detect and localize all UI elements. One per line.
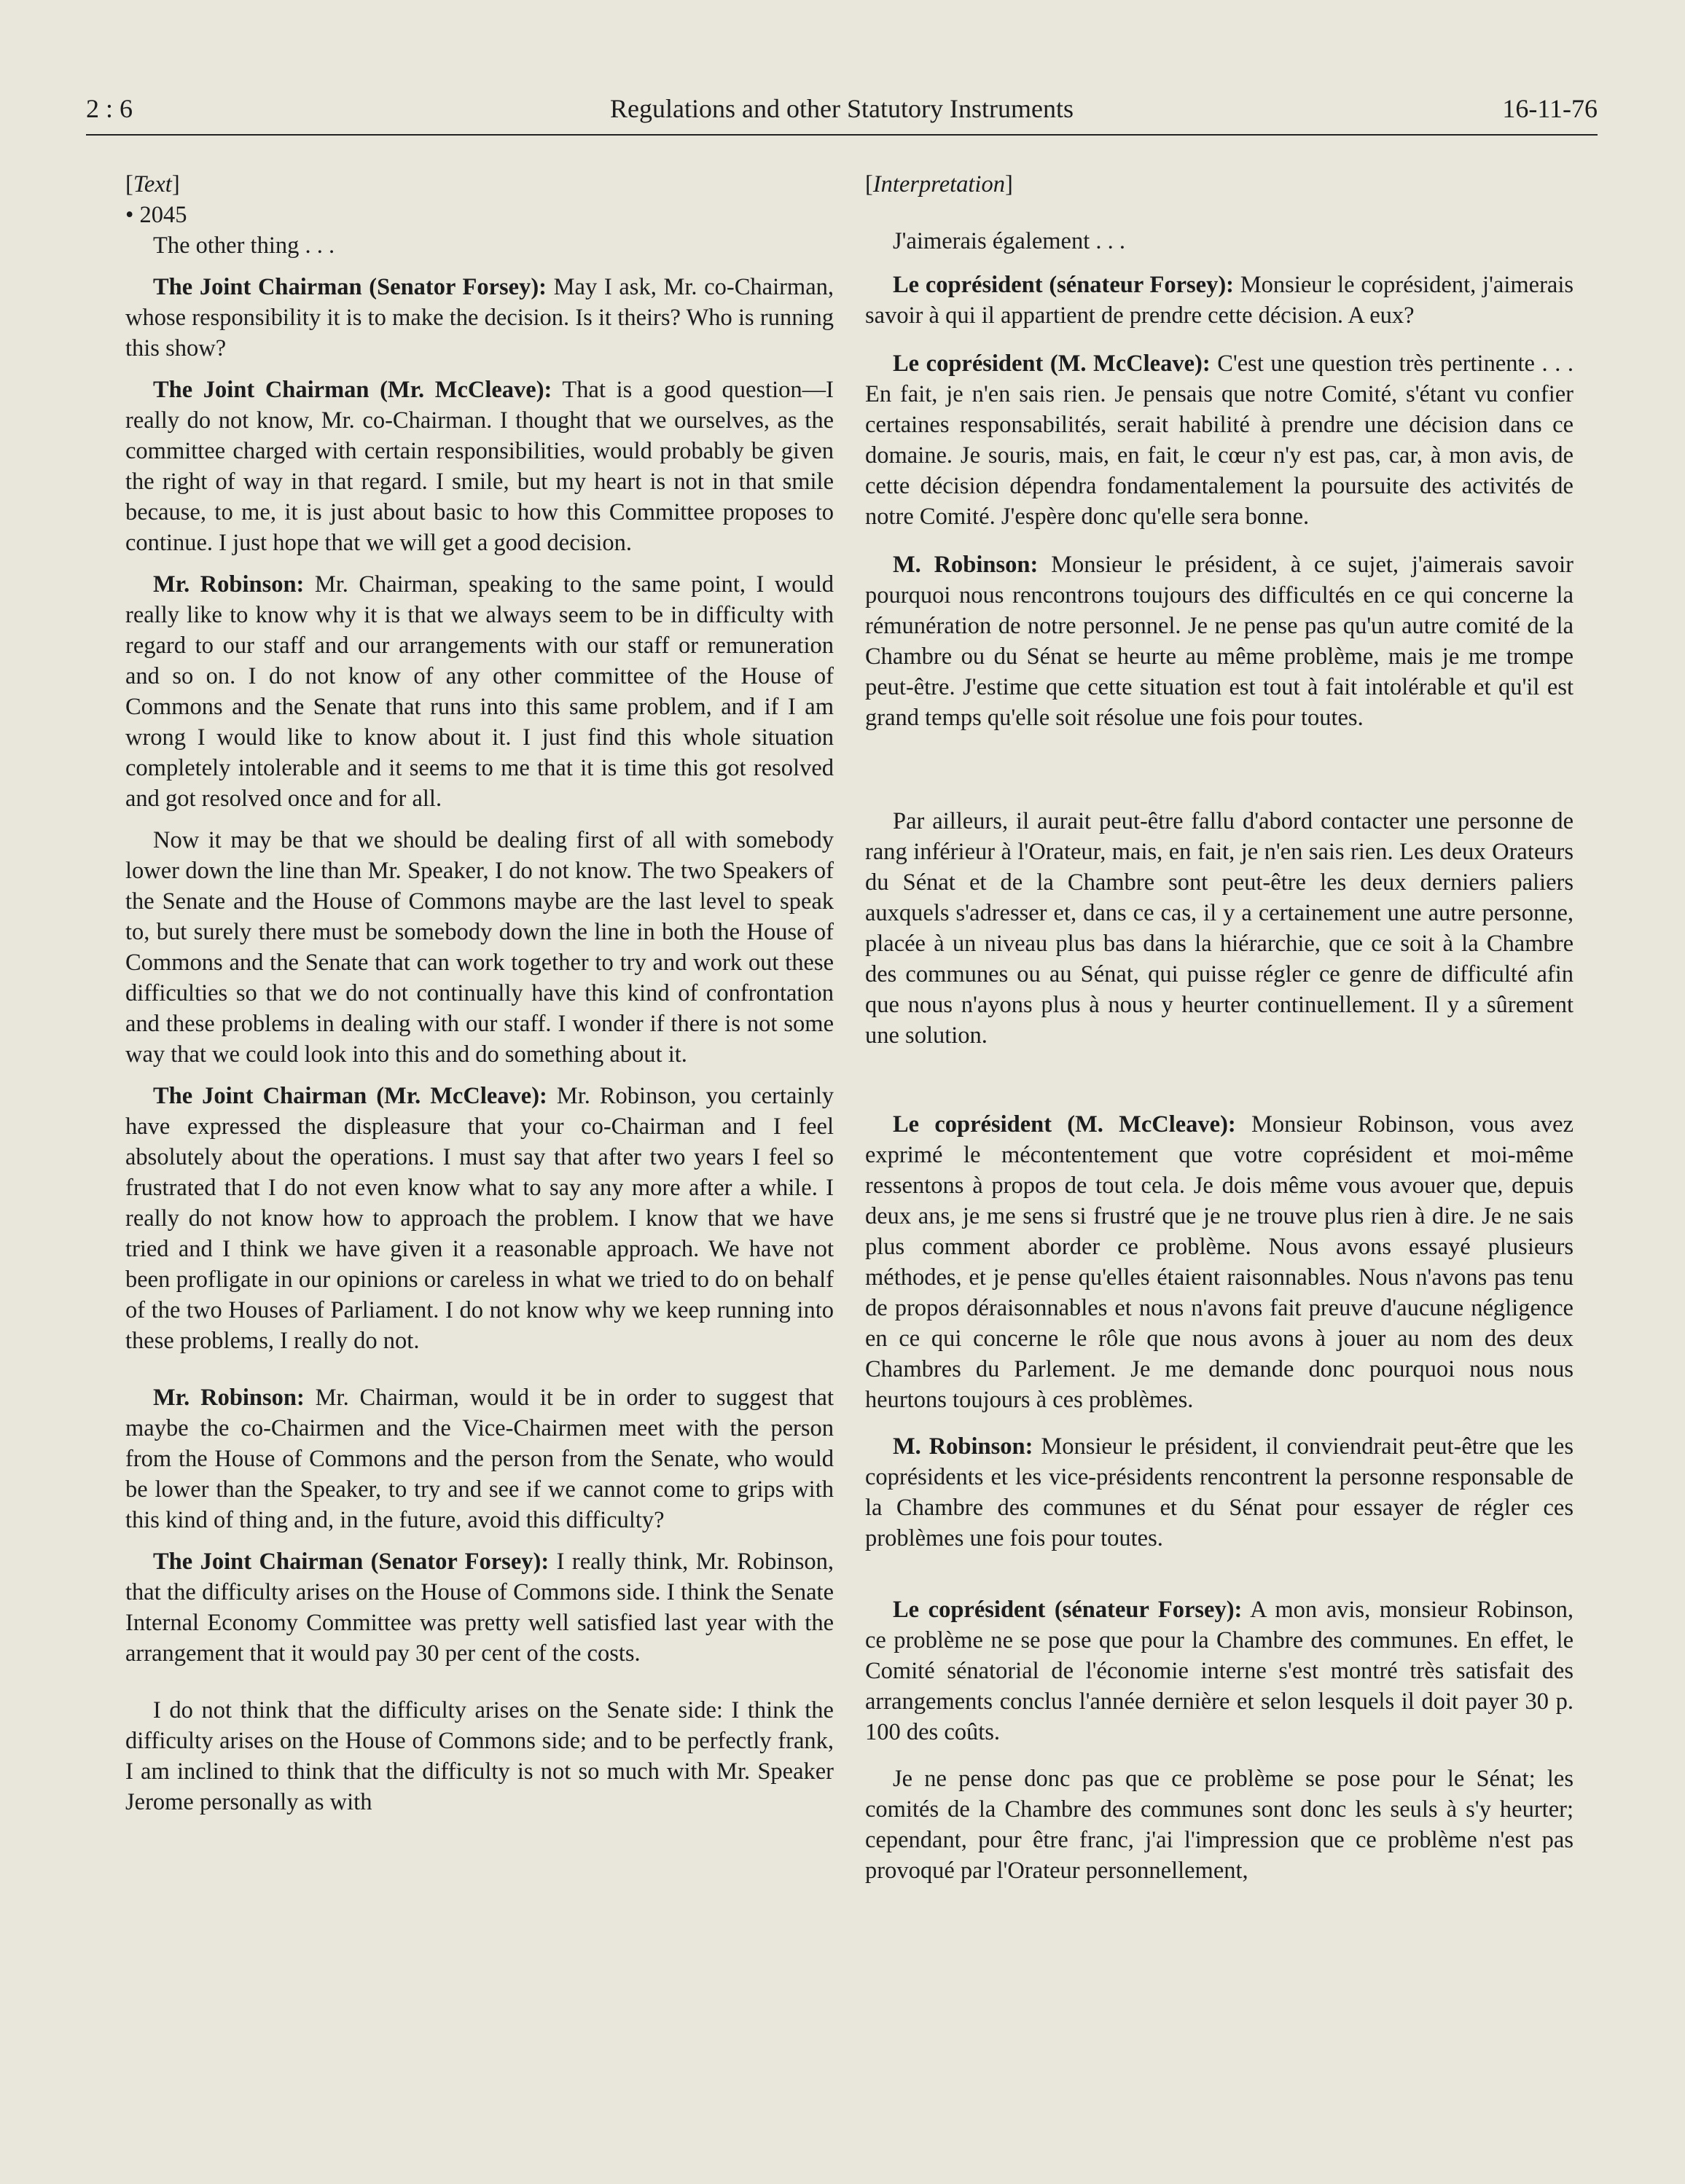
- paragraph: [865, 348, 1573, 532]
- speech-text: J'aimerais également . . .: [893, 228, 1126, 254]
- speaker-name: The Joint Chairman (Senator Forsey):: [153, 1549, 550, 1575]
- paragraph: [125, 569, 834, 814]
- speech-text: Now it may be that we should be dealing first of all with somebody lower down the line than Mr. Speaker, I do not know. The two Speakers of the Senate and the House of Commons maybe are the last level to speak to, but surely there must be somebody down the line in both the House of Commons and the Senate that can work together to try and work out these difficulties so that we do not continually have this kind of confrontation and these problems in dealing with our staff. I wonder if there is not some way that we could look into this and do something about it.: [125, 827, 834, 1068]
- text-label-word: Text: [133, 171, 172, 197]
- speaker-name: The Joint Chairman (Senator Forsey):: [153, 274, 547, 300]
- speaker-name: Mr. Robinson:: [153, 571, 305, 598]
- paragraph: [125, 1695, 834, 1817]
- speech-text: May I ask, Mr. co-Chairman, whose responsibility it is to make the decision. Is it theirs? Who is running this show?: [125, 274, 834, 361]
- speech-text: Mr. Chairman, would it be in order to suggest that maybe the co-Chairmen and the Vice-Chairmen meet with the person from the House of Commons and the person from the Senate, who would be lower than the Speaker, to try and see if we cannot come to grips with this kind of thing and, in the future, avoid this difficulty?: [125, 1385, 834, 1533]
- paragraph: [125, 1081, 834, 1356]
- speech-text: C'est une question très pertinente . . . En fait, je n'en sais rien. Je pensais que notre Comité, s'étant vu confier certaines responsabilités, serait habilité à prendre une décision dans ce domaine. Je souris, mais, en fait, le cœur n'y est pas, car, à mon avis, de cette décision dépendra fondamentalement la poursuite des activités de notre Comité. J'espère donc qu'elle sera bonne.: [865, 351, 1573, 530]
- speech-text: Je ne pense donc pas que ce problème se pose pour le Sénat; les comités de la Chambre des communes sont donc les seuls à s'y heurter; cependant, pour être franc, j'ai l'impression que ce problème n'est pas provoqué par l'Orateur personnellement,: [865, 1766, 1573, 1884]
- text-label: [Text]: [125, 171, 180, 197]
- paragraph: [125, 1382, 834, 1535]
- english-column: [125, 169, 834, 1828]
- speaker-name: Le coprésident (sénateur Forsey):: [893, 272, 1234, 298]
- paragraph: [125, 1546, 834, 1669]
- paragraph: [865, 1431, 1573, 1554]
- interpretation-label: [Interpretation]: [865, 171, 1013, 197]
- paragraph: [125, 272, 834, 364]
- publication-title: Regulations and other Statutory Instruments: [610, 94, 1074, 123]
- speech-text: That is a good question—I really do not know, Mr. co-Chairman. I thought that we ourselves, as the committee charged with certain responsibilities, would probably be given the right of way in that regard. I smile, but my heart is not in that smile because, to me, it is just about basic to how this Committee proposes to continue. I just hope that we will get a good decision.: [125, 377, 834, 556]
- interpretation-label-word: Interpretation: [872, 171, 1005, 197]
- paragraph: [865, 1764, 1573, 1886]
- speech-text: I really think, Mr. Robinson, that the difficulty arises on the House of Commons side. I think the Senate Internal Economy Committee was pretty well satisfied last year with the arrangement that it would pay 30 per cent of the costs.: [125, 1549, 834, 1667]
- paragraph: [125, 375, 834, 558]
- speaker-name: Le coprésident (M. McCleave):: [893, 1111, 1236, 1138]
- paragraph: [865, 226, 1573, 257]
- paragraph: [865, 806, 1573, 1051]
- paragraph: [865, 549, 1573, 733]
- speaker-name: M. Robinson:: [893, 1433, 1033, 1460]
- speech-text: Monsieur le président, à ce sujet, j'aimerais savoir pourquoi nous rencontrons toujours des difficultés en ce qui concerne la rémunération de notre personnel. Je ne pense pas qu'un autre comité de la Chambre ou du Sénat se heurte au même problème, mais je me trompe peut-être. J'estime que cette situation est tout à fait intolérable et qu'il est grand temps qu'elle soit résolue une fois pour toutes.: [865, 552, 1573, 731]
- page-header: [86, 89, 1598, 136]
- paragraph: [865, 1594, 1573, 1747]
- timestamp: • 2045: [125, 202, 187, 228]
- french-column: [865, 169, 1573, 1897]
- speaker-name: Le coprésident (M. McCleave):: [893, 351, 1211, 377]
- speech-text: Monsieur le coprésident, j'aimerais savoir à qui il appartient de prendre cette décision. A eux?: [865, 272, 1574, 329]
- speech-text: Par ailleurs, il aurait peut-être fallu d'abord contacter une personne de rang inférieur à l'Orateur, mais, en fait, je n'en sais rien. Les deux Orateurs du Sénat et de la Chambre sont peut-être les deux derniers paliers auxquels s'adresser et, dans ce cas, il y a certainement une autre personne, placée à un niveau plus bas dans la hiérarchie, que ce soit à la Chambre des communes ou au Sénat, qui puisse régler ce genre de difficulté afin que nous n'ayons plus à nous y heurter continuellement. Il y a sûrement une solution.: [865, 808, 1573, 1049]
- speech-text: Monsieur le président, il conviendrait peut-être que les coprésidents et les vice-présidents rencontrent la personne responsable de la Chambre des communes et du Sénat pour essayer de régler ces problèmes une fois pour toutes.: [865, 1433, 1573, 1551]
- paragraph: [865, 1109, 1573, 1415]
- speaker-name: The Joint Chairman (Mr. McCleave):: [153, 377, 552, 403]
- speech-text: Mr. Robinson, you certainly have expressed the displeasure that your co-Chairman and I feel absolutely about the operations. I must say that after two years I feel so frustrated that I do not even know what to say any more after a while. I really do not know how to approach the problem. I know that we have tried and I think we have given it a reasonable approach. We have not been profligate in our opinions or careless in what we tried to do on behalf of the two Houses of Parliament. I do not know why we keep running into these problems, I really do not.: [125, 1083, 834, 1354]
- paragraph: [125, 825, 834, 1070]
- paragraph: [865, 270, 1573, 331]
- speech-text: Mr. Chairman, speaking to the same point, I would really like to know why it is that we always seem to be in difficulty with regard to our staff and our arrangements with our staff or remuneration and so on. I do not know of any other committee of the House of Commons and the Senate that runs into this same problem, and if I am wrong I would like to know about it. I just find this whole situation completely intolerable and it seems to me that it is time this got resolved and got resolved once and for all.: [125, 571, 834, 812]
- speaker-name: Mr. Robinson:: [153, 1385, 305, 1411]
- speech-text: A mon avis, monsieur Robinson, ce problème ne se pose que pour la Chambre des communes. En effet, le Comité sénatorial de l'économie interne s'est montré très satisfait des arrangements conclus l'année dernière et selon lesquels il doit payer 30 p. 100 des coûts.: [865, 1597, 1574, 1745]
- speech-text: I do not think that the difficulty arises on the Senate side: I think the difficulty arises on the House of Commons side; and to be perfectly frank, I am inclined to think that the difficulty is not so much with Mr. Speaker Jerome personally as with: [125, 1697, 834, 1815]
- paragraph: [125, 230, 834, 261]
- session-date: 16-11-76: [1502, 94, 1598, 123]
- speaker-name: The Joint Chairman (Mr. McCleave):: [153, 1083, 547, 1109]
- speech-text: The other thing . . .: [153, 232, 335, 259]
- speaker-name: Le coprésident (sénateur Forsey):: [893, 1597, 1243, 1623]
- speech-text: Monsieur Robinson, vous avez exprimé le mécontentement que votre coprésident et moi-même ressentons à propos de tout cela. Je dois même vous avouer que, depuis deux ans, je me sens si frustré que je ne trouve plus rien à dire. Je ne sais plus comment aborder ce problème. Nous avons essayé plusieurs méthodes, et je pense qu'elles étaient raisonnables. Nous n'avons pas tenu de propos déraisonnables et nous n'avons fait preuve d'aucune négligence en ce qui concerne le rôle que nous avons à jouer au nom des deux Chambres du Parlement. Je me demande donc pourquoi nous nous heurtons toujours à ces problèmes.: [865, 1111, 1573, 1413]
- speaker-name: M. Robinson:: [893, 552, 1039, 578]
- page-number: 2 : 6: [86, 94, 133, 123]
